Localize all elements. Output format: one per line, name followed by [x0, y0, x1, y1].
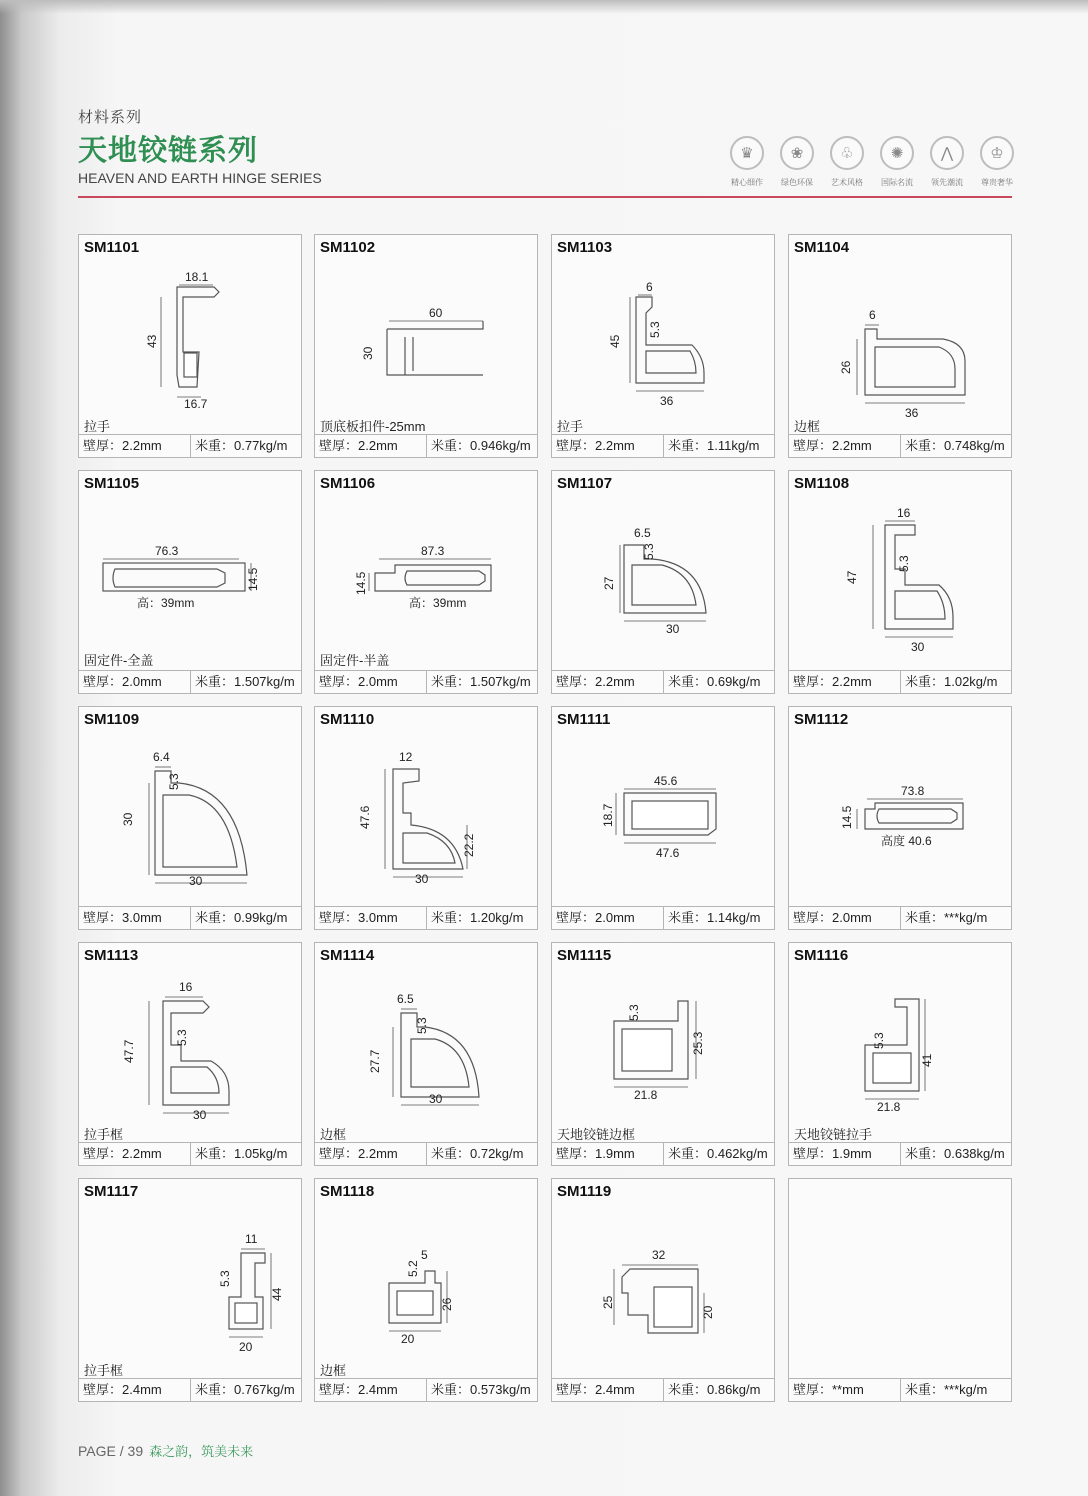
dim-label: 36 [905, 406, 919, 417]
spec-row [789, 670, 1011, 693]
wall-thickness: 壁厚：2.2mm [79, 1143, 191, 1165]
trophy-icon: ♛ [730, 136, 764, 170]
dim-label: 47.6 [656, 846, 680, 860]
profile-card [78, 470, 302, 694]
dim-label: 高：39mm [409, 596, 467, 610]
meter-weight: 米重：1.05kg/m [195, 1146, 288, 1161]
spec-row [552, 434, 774, 457]
dim-label: 16.7 [184, 397, 208, 411]
dim-label: 6 [869, 308, 876, 322]
profile-caption: 顶底板扣件-25mm [320, 419, 426, 434]
wall-thickness: 壁厚：2.2mm [789, 435, 901, 457]
badge-label: 绿色环保 [781, 178, 813, 187]
profile-drawing [79, 1201, 301, 1361]
profile-code: SM1104 [794, 239, 850, 256]
profile-code: SM1102 [320, 239, 376, 256]
meter-weight: 米重：0.767kg/m [195, 1382, 295, 1397]
dim-label: 5.3 [167, 773, 181, 790]
profile-caption: 拉手 [84, 419, 111, 434]
profile-code: SM1114 [320, 947, 375, 964]
profile-caption: 边框 [320, 1363, 347, 1378]
wall-thickness: 壁厚：2.4mm [79, 1379, 191, 1401]
wall-thickness: 壁厚：2.0mm [789, 907, 901, 929]
profile-card [551, 470, 775, 694]
profile-caption: 拉手框 [84, 1363, 124, 1378]
dim-label: 21.8 [877, 1100, 901, 1114]
profile-card [314, 706, 538, 930]
dim-label: 36 [660, 394, 674, 408]
dim-label: 47 [845, 570, 859, 584]
wall-thickness: 壁厚：2.2mm [789, 671, 901, 693]
wall-thickness: 壁厚：3.0mm [315, 907, 427, 929]
dim-label: 高：39mm [137, 596, 195, 610]
meter-weight: 米重：1.507kg/m [195, 674, 295, 689]
profile-drawing [315, 493, 537, 653]
dim-label: 6.5 [634, 526, 651, 540]
profile-drawing [789, 493, 1011, 653]
dim-label: 30 [193, 1108, 207, 1122]
wall-thickness: 壁厚：1.9mm [552, 1143, 664, 1165]
dim-label: 5.3 [642, 543, 656, 560]
dim-label: 6.4 [153, 750, 170, 764]
badge-label: 领先潮流 [931, 178, 963, 187]
dim-label: 25 [601, 1295, 615, 1309]
profile-card [314, 942, 538, 1166]
profile-drawing [789, 965, 1011, 1125]
dim-label: 26 [839, 360, 853, 374]
profile-code: SM1103 [557, 239, 613, 256]
dim-label: 30 [189, 874, 203, 888]
dim-label: 20 [239, 1340, 253, 1354]
dim-label: 5.3 [175, 1029, 189, 1046]
profile-card [788, 706, 1012, 930]
meter-weight: 米重：0.69kg/m [668, 674, 761, 689]
meter-weight: 米重：0.86kg/m [668, 1382, 761, 1397]
meter-weight: 米重：0.72kg/m [431, 1146, 524, 1161]
dim-label: 27.7 [368, 1049, 382, 1073]
meter-weight: 米重：0.946kg/m [431, 438, 531, 453]
profile-code: SM1105 [84, 475, 140, 492]
dim-label: 60 [429, 306, 443, 320]
profile-drawing [552, 493, 774, 653]
dim-label: 16 [179, 980, 193, 994]
meter-weight: 米重：***kg/m [905, 910, 988, 925]
profile-drawing [79, 493, 301, 653]
meter-weight: 米重：1.20kg/m [431, 910, 524, 925]
wall-thickness: 壁厚：2.4mm [315, 1379, 427, 1401]
spec-row [315, 906, 537, 929]
spec-row [79, 906, 301, 929]
spec-row [315, 670, 537, 693]
profile-code: SM1118 [320, 1183, 375, 1200]
profile-code: SM1106 [320, 475, 376, 492]
profile-drawing [79, 257, 301, 417]
badge-luxury [972, 136, 1022, 188]
dim-label: 18.7 [601, 803, 615, 827]
profile-caption: 拉手 [557, 419, 584, 434]
dim-label: 87.3 [421, 544, 445, 558]
profile-caption: 天地铰链拉手 [794, 1127, 873, 1142]
spec-row [79, 1378, 301, 1401]
dim-label: 25.3 [691, 1031, 705, 1055]
dim-label: 12 [399, 750, 413, 764]
dim-label: 47.6 [358, 805, 372, 829]
dim-label: 5.3 [415, 1017, 429, 1034]
brand-slogan: 森之韵，筑美未来 [149, 1444, 254, 1459]
profile-caption: 固定件-全盖 [84, 653, 154, 668]
wall-thickness: 壁厚：2.0mm [315, 671, 427, 693]
badge-trend [922, 136, 972, 188]
dim-label: 47.7 [122, 1039, 136, 1063]
dim-label: 45 [608, 334, 622, 348]
wave-icon: ⋀ [930, 136, 964, 170]
page-number: PAGE / 39 [78, 1443, 144, 1459]
spec-row [315, 1142, 537, 1165]
profile-drawing [315, 965, 537, 1125]
dim-label: 高度 40.6 [881, 834, 932, 848]
art-icon: ♧ [830, 136, 864, 170]
dim-label: 6 [646, 280, 653, 294]
profile-card [78, 1178, 302, 1402]
feature-badges [722, 136, 1022, 188]
meter-weight: 米重：0.748kg/m [905, 438, 1005, 453]
crown-icon: ♔ [980, 136, 1014, 170]
profile-caption: 固定件-半盖 [320, 653, 390, 668]
category-label: 材料系列 [78, 109, 143, 126]
meter-weight: 米重：1.02kg/m [905, 674, 998, 689]
spec-row [789, 1142, 1011, 1165]
profile-card [788, 470, 1012, 694]
dim-label: 5.3 [218, 1270, 232, 1287]
dim-label: 20 [701, 1305, 715, 1319]
spec-row [79, 434, 301, 457]
profile-caption: 拉手框 [84, 1127, 124, 1142]
dim-label: 30 [911, 640, 925, 653]
profile-code: SM1119 [557, 1183, 612, 1200]
profile-card [314, 1178, 538, 1402]
meter-weight: 米重：1.14kg/m [668, 910, 761, 925]
wall-thickness: 壁厚：2.0mm [552, 907, 664, 929]
badge-label: 尊贵奢华 [981, 178, 1013, 187]
profile-card [314, 234, 538, 458]
badge-label: 精心细作 [731, 178, 763, 187]
dim-label: 30 [121, 812, 135, 826]
wall-thickness: 壁厚：3.0mm [79, 907, 191, 929]
badge-art [822, 136, 872, 188]
dim-label: 18.1 [185, 270, 209, 284]
dim-label: 16 [897, 506, 911, 520]
profile-caption: 边框 [794, 419, 821, 434]
meter-weight: 米重：0.573kg/m [431, 1382, 531, 1397]
profile-card [78, 706, 302, 930]
profile-drawing [789, 729, 1011, 889]
dim-label: 30 [666, 622, 680, 636]
profile-caption: 边框 [320, 1127, 347, 1142]
profile-drawing [315, 1201, 537, 1361]
spec-row [315, 1378, 537, 1401]
profile-code: SM1110 [320, 711, 375, 728]
dim-label: 5 [421, 1248, 428, 1262]
profile-drawing [79, 729, 301, 889]
profile-code: SM1115 [557, 947, 612, 964]
dim-label: 5.3 [627, 1004, 641, 1021]
wall-thickness: 壁厚：1.9mm [789, 1143, 901, 1165]
profile-code: SM1113 [84, 947, 139, 964]
profile-code: SM1117 [84, 1183, 139, 1200]
dim-label: 30 [415, 872, 429, 886]
spec-row [315, 434, 537, 457]
spec-row [79, 1142, 301, 1165]
spec-row [789, 1378, 1011, 1401]
meter-weight: 米重：0.462kg/m [668, 1146, 768, 1161]
profile-drawing [552, 1201, 774, 1361]
dim-label: 14.5 [246, 567, 260, 591]
profile-code: SM1107 [557, 475, 613, 492]
profile-drawing [552, 965, 774, 1125]
dim-label: 5.2 [406, 1260, 420, 1277]
spec-row [79, 670, 301, 693]
profile-card [788, 942, 1012, 1166]
profile-code: SM1116 [794, 947, 849, 964]
profile-card [78, 942, 302, 1166]
page-footer [78, 1441, 253, 1460]
dim-label: 20 [401, 1332, 415, 1346]
dim-label: 73.8 [901, 784, 925, 798]
profile-card [78, 234, 302, 458]
wall-thickness: 壁厚：2.2mm [552, 671, 664, 693]
profile-drawing [552, 257, 774, 417]
profile-code: SM1112 [794, 711, 849, 728]
spec-row [789, 906, 1011, 929]
profile-caption: 天地铰链边框 [557, 1127, 636, 1142]
spec-row [789, 434, 1011, 457]
meter-weight: 米重：0.99kg/m [195, 910, 288, 925]
dim-label: 43 [145, 334, 159, 348]
dim-label: 45.6 [654, 774, 678, 788]
dim-label: 5.3 [648, 321, 662, 338]
profile-card [551, 706, 775, 930]
wall-thickness: 壁厚：2.2mm [315, 435, 427, 457]
page-subtitle-en: HEAVEN AND EARTH HINGE SERIES [78, 170, 322, 186]
page-title: 天地铰链系列 [78, 135, 259, 167]
profile-drawing [315, 257, 537, 417]
dim-label: 5.3 [872, 1032, 886, 1049]
wall-thickness: 壁厚：2.4mm [552, 1379, 664, 1401]
badge-intl [872, 136, 922, 188]
dim-label: 22.2 [462, 833, 476, 857]
profile-card [314, 470, 538, 694]
meter-weight: 米重：1.11kg/m [668, 438, 760, 453]
dim-label: 26 [440, 1297, 454, 1311]
star-icon: ✺ [880, 136, 914, 170]
header-divider [78, 196, 1012, 198]
wall-thickness: 壁厚：2.0mm [79, 671, 191, 693]
profile-drawing [789, 257, 1011, 417]
profile-code: SM1109 [84, 711, 140, 728]
dim-label: 11 [245, 1232, 258, 1246]
profile-code: SM1108 [794, 475, 850, 492]
badge-label: 国际名流 [881, 178, 913, 187]
meter-weight: 米重：0.77kg/m [195, 438, 288, 453]
profile-card [551, 234, 775, 458]
dim-label: 6.5 [397, 992, 414, 1006]
wall-thickness: 壁厚：2.2mm [315, 1143, 427, 1165]
meter-weight: 米重：0.638kg/m [905, 1146, 1005, 1161]
meter-weight: 米重：***kg/m [905, 1382, 988, 1397]
spec-row [552, 1378, 774, 1401]
wall-thickness: 壁厚：2.2mm [552, 435, 664, 457]
meter-weight: 米重：1.507kg/m [431, 674, 531, 689]
badge-label: 艺术风格 [831, 178, 863, 187]
page-top-shadow [0, 0, 1088, 14]
leaf-icon: ❀ [780, 136, 814, 170]
badge-eco [772, 136, 822, 188]
dim-label: 76.3 [155, 544, 179, 558]
profile-card [551, 1178, 775, 1402]
profile-drawing [315, 729, 537, 889]
profile-card [551, 942, 775, 1166]
spec-row [552, 906, 774, 929]
profile-card [788, 234, 1012, 458]
dim-label: 41 [920, 1053, 934, 1067]
dim-label: 32 [652, 1248, 666, 1262]
dim-label: 27 [602, 576, 616, 590]
dim-label: 44 [270, 1287, 284, 1301]
dim-label: 5.3 [897, 555, 911, 572]
dim-label: 21.8 [634, 1088, 658, 1102]
spec-row [552, 1142, 774, 1165]
dim-label: 14.5 [354, 571, 368, 595]
dim-label: 14.5 [840, 805, 854, 829]
wall-thickness: 壁厚：2.2mm [79, 435, 191, 457]
profile-code: SM1101 [84, 239, 140, 256]
profile-card-empty [788, 1178, 1012, 1402]
dim-label: 30 [429, 1092, 443, 1106]
badge-craft [722, 136, 772, 188]
profile-drawing [79, 965, 301, 1125]
profile-code: SM1111 [557, 711, 611, 728]
spec-row [552, 670, 774, 693]
dim-label: 30 [361, 346, 375, 360]
profile-drawing [552, 729, 774, 889]
wall-thickness: 壁厚：**mm [789, 1379, 901, 1401]
